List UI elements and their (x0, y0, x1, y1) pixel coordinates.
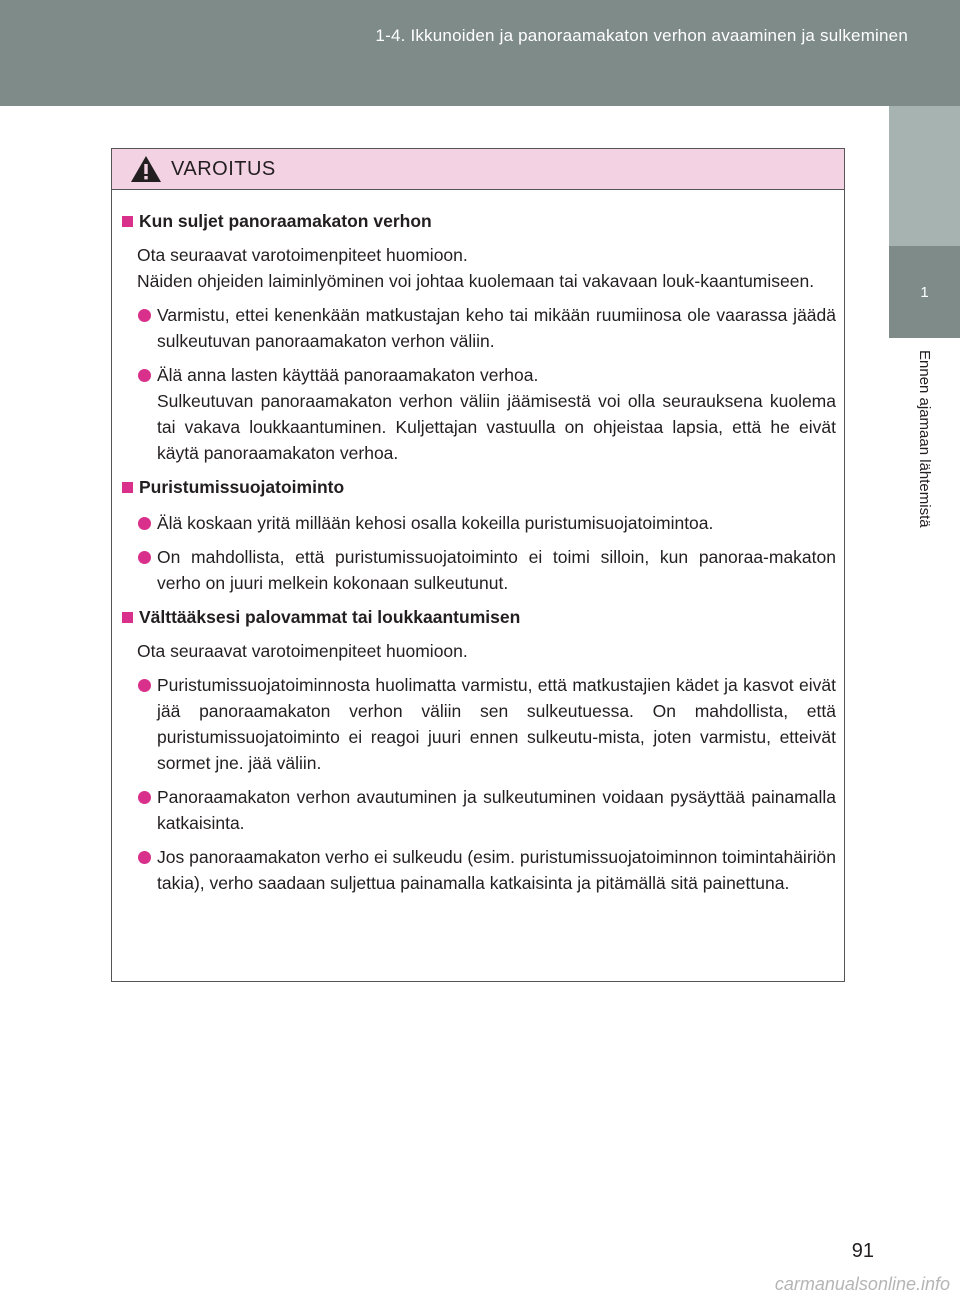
round-bullet-icon (138, 309, 151, 322)
round-bullet-icon (138, 851, 151, 864)
list-item: On mahdollista, että puristumissuojatoiminto ei toimi silloin, kun panoraa-makaton verho on juuri melkein kokonaan sulkeutunut. (138, 544, 836, 596)
round-bullet-icon (138, 517, 151, 530)
warning-content (112, 190, 844, 896)
section-heading: Kun suljet panoraamakaton verhon (122, 208, 836, 234)
chapter-title: Ennen ajamaan lähtemistä (916, 350, 933, 528)
round-bullet-icon (138, 369, 151, 382)
page-number: 91 (851, 1240, 874, 1262)
footer-watermark: carmanualsonline.info (774, 1274, 950, 1294)
warning-header (112, 149, 844, 190)
list-item: Panoraamakaton verhon avautuminen ja sulkeutuminen voidaan pysäyttää painamalla katkaisinta. (138, 784, 836, 836)
list-item: Jos panoraamakaton verho ei sulkeudu (esim. puristumissuojatoiminnon toimintahäiriön takia), verho saadaan suljettua painamalla katkaisinta ja pitämällä sitä painettuna. (138, 844, 836, 896)
round-bullet-icon (138, 551, 151, 564)
paragraph: Ota seuraavat varotoimenpiteet huomioon. (137, 245, 468, 265)
list-item: Varmistu, ettei kenenkään matkustajan keho tai mikään ruumiinosa ole vaarassa jäädä sulkeutuvan panoraamakaton verhon väliin. (138, 302, 836, 354)
list-item: Älä anna lasten käyttää panoraamakaton verhoa. Sulkeutuvan panoraamakaton verhon väliin jäämisestä voi olla seurauksena kuolema tai vakava loukkaantuminen. Kuljettajan vastuulla on ohjeistaa lapsia, että he eivät käytä panoraamakaton verhoa. (138, 362, 836, 466)
square-bullet-icon (122, 612, 133, 623)
side-strip (889, 106, 960, 246)
list-item: Puristumissuojatoiminnosta huolimatta varmistu, että matkustajien kädet ja kasvot eivät jää panoraamakaton verhon väliin sen sulkeutuessa. On mahdollista, että puristumissuojatoiminto ei reagoi juuri ennen sulkeutu-mista, joten varmistu, etteivät sormet jne. jää väliin. (138, 672, 836, 776)
list-item: Älä koskaan yritä millään kehosi osalla kokeilla puristumisuojatoimintoa. (138, 510, 836, 536)
section-title: 1-4. Ikkunoiden ja panoraamakaton verhon avaaminen ja sulkeminen (375, 26, 908, 45)
warning-box (111, 148, 845, 982)
warning-title: VAROITUS (171, 157, 276, 180)
paragraph: Ota seuraavat varotoimenpiteet huomioon. (137, 641, 468, 661)
chapter-number-tab (889, 246, 960, 338)
square-bullet-icon (122, 216, 133, 227)
warning-triangle-icon (129, 154, 163, 184)
section-heading: Välttääksesi palovammat tai loukkaantumisen (122, 604, 836, 630)
chapter-title-label (889, 338, 960, 598)
round-bullet-icon (138, 679, 151, 692)
chapter-number: 1 (920, 283, 929, 301)
round-bullet-icon (138, 791, 151, 804)
paragraph: Näiden ohjeiden laiminlyöminen voi johtaa kuolemaan tai vakavaan louk-kaantumiseen. (137, 271, 815, 291)
square-bullet-icon (122, 482, 133, 493)
section-heading: Puristumissuojatoiminto (122, 474, 836, 500)
header-band (0, 0, 960, 106)
